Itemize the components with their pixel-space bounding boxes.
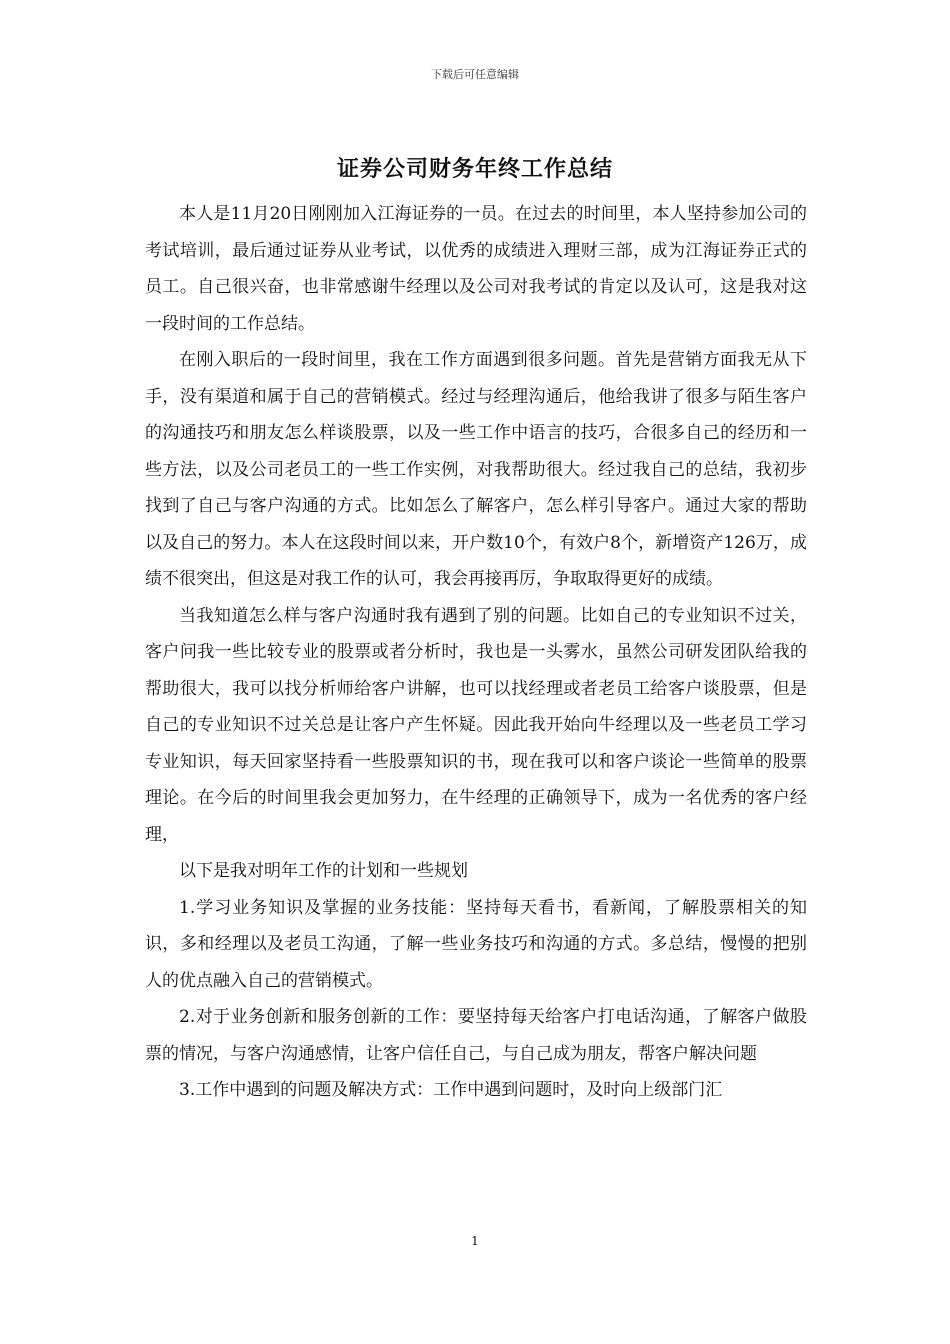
paragraph-intro: 本人是11月20日刚刚加入江海证券的一员。在过去的时间里，本人坚持参加公司的考试培训，最后通过证券从业考试，以优秀的成绩进入理财三部，成为江海证券正式的员工。自己很兴奋，也非常感谢牛经理以及公司对我考试的肯定以及认可，这是我对这一段时间的工作总结。: [145, 204, 807, 334]
plan-item-3: 3.工作中遇到的问题及解决方式：工作中遇到问题时，及时向上级部门汇: [179, 1080, 723, 1100]
paragraph-professional-knowledge: 当我知道怎么样与客户沟通时我有遇到了别的问题。比如自己的专业知识不过关，客户问我一些比较专业的股票或者分析时，我也是一头雾水，虽然公司研发团队给我的帮助很大，我可以找分析师给客户讲解，也可以找经理或者老员工给客户谈股票，但是自己的专业知识不过关总是让客户产生怀疑。因此我开始向牛经理以及一些老员工学习专业知识，每天回家坚持看一些股票知识的书，现在我可以和客户谈论一些简单的股票理论。在今后的时间里我会更加努力，在牛经理的正确领导下，成为一名优秀的客户经理，: [145, 605, 807, 845]
page-header-note: 下载后可任意编辑: [431, 68, 519, 81]
paragraph-plan-intro: 以下是我对明年工作的计划和一些规划: [179, 861, 468, 881]
plan-item-2: 2.对于业务创新和服务创新的工作：要坚持每天给客户打电话沟通，了解客户做股票的情况，与客户沟通感情，让客户信任自己，与自己成为朋友，帮客户解决问题: [145, 1007, 807, 1064]
paragraph-early-problems: 在刚入职后的一段时间里，我在工作方面遇到很多问题。首先是营销方面我无从下手，没有渠道和属于自己的营销模式。经过与经理沟通后，他给我讲了很多与陌生客户的沟通技巧和朋友怎么样谈股票，以及一些工作中语言的技巧，合很多自己的经历和一些方法，以及公司老员工的一些工作实例，对我帮助很大。经过我自己的总结，我初步找到了自己与客户沟通的方式。比如怎么了解客户，怎么样引导客户。通过大家的帮助以及自己的努力。本人在这段时间以来，开户数10个，有效户8个，新增资产126万，成绩不很突出，但这是对我工作的认可，我会再接再厉，争取取得更好的成绩。: [145, 350, 807, 589]
document-body: [145, 196, 807, 1109]
document-title: 证券公司财务年终工作总结: [336, 156, 613, 182]
plan-item-1: 1.学习业务知识及掌握的业务技能：坚持每天看书，看新闻，了解股票相关的知识，多和经理以及老员工沟通，了解一些业务技巧和沟通的方式。多总结，慢慢的把别人的优点融入自己的营销模式。: [145, 897, 807, 991]
page-number: 1: [471, 1234, 479, 1248]
